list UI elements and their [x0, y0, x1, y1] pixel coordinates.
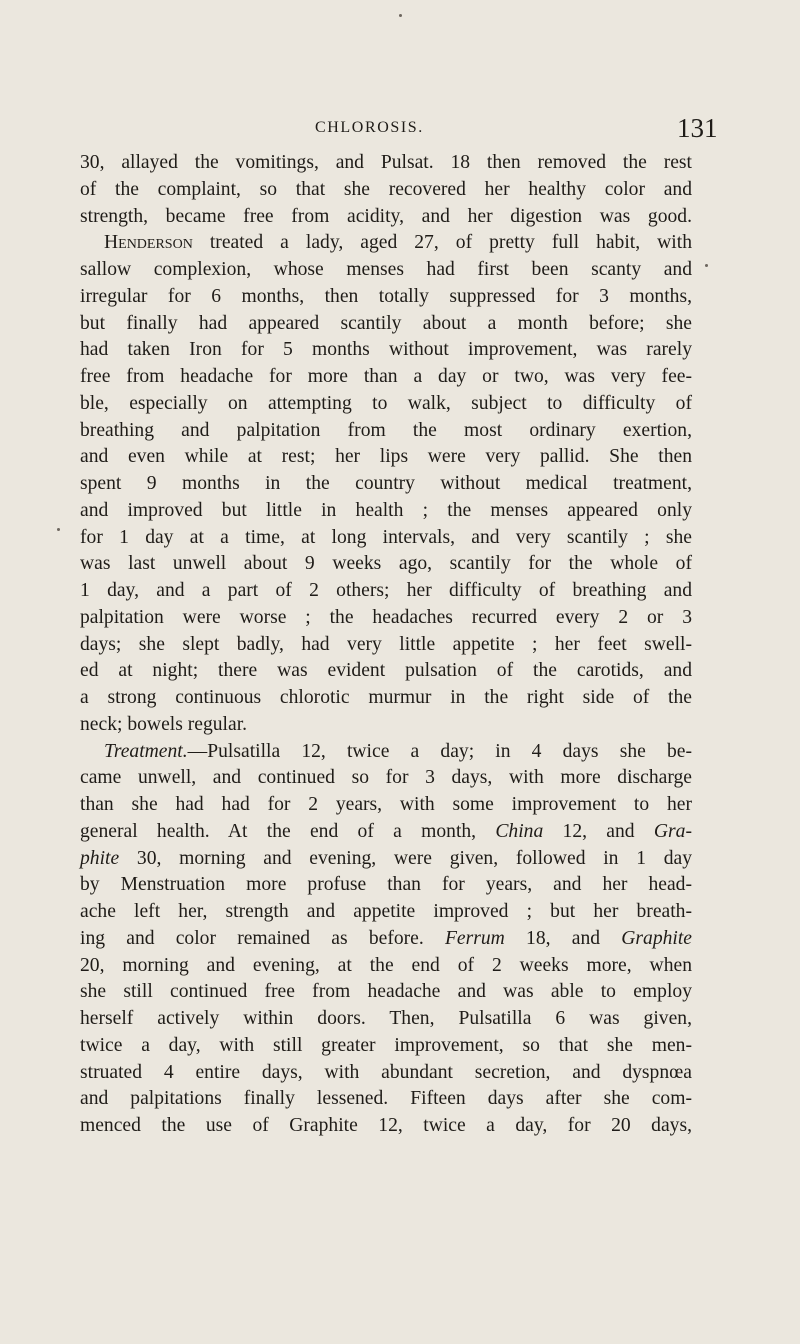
text-line: palpitation were worse ; the headaches recurred every 2 or 3	[80, 606, 692, 628]
text-line: of the complaint, so that she recovered her healthy color and	[80, 178, 692, 200]
text-line: breathing and palpitation from the most ordinary exertion,	[80, 419, 692, 441]
text-line: 30, allayed the vomitings, and Pulsat. 18 then removed the rest	[80, 152, 692, 173]
italic-remedy: Graphite	[621, 927, 692, 949]
line-segment: general health. At the end of a month,	[80, 820, 496, 842]
text-line: spent 9 months in the country without medical treatment,	[80, 473, 692, 494]
text-line: came unwell, and continued so for 3 days, with more discharge	[80, 767, 692, 789]
text-line: days; she slept badly, had very little appetite ; her feet swell-	[80, 633, 692, 655]
text-line: she still continued free from headache and was able to employ	[80, 981, 692, 1003]
text-line: 1 day, and a part of 2 others; her difficulty of breathing and	[80, 580, 692, 601]
text-line: had taken Iron for 5 months without improvement, was rarely	[80, 339, 692, 361]
paper-speck	[399, 14, 402, 17]
line-segment: 12, and	[543, 820, 654, 842]
author-name: Henderson	[104, 232, 193, 254]
italic-remedy: China	[495, 820, 544, 842]
text-line	[80, 739, 692, 766]
text-line: than she had had for 2 years, with some improvement to her	[80, 794, 692, 815]
text-line: and palpitations finally lessened. Fifteen days after she com-	[80, 1088, 692, 1110]
text-line: and improved but little in health ; the menses appeared only	[80, 499, 692, 521]
text-line: struated 4 entire days, with abundant secretion, and dyspnœa	[80, 1061, 692, 1083]
text-line: strength, became free from acidity, and her digestion was good.	[80, 205, 692, 227]
text-line	[80, 926, 692, 953]
italic-remedy: Gra-	[653, 820, 692, 842]
text-line: and even while at rest; her lips were very pallid. She then	[80, 446, 692, 468]
text-line	[80, 230, 692, 257]
text-line: twice a day, with still greater improvement, so that she men-	[80, 1034, 692, 1056]
running-head	[0, 113, 800, 146]
text-line: a strong continuous chlorotic murmur in the right side of the	[80, 687, 692, 708]
text-line: ed at night; there was evident pulsation of the carotids, and	[80, 660, 692, 682]
text-line	[80, 819, 692, 846]
line-segment: 30, morning and evening, were given, followed in 1 day	[119, 847, 692, 869]
text-line: 20, morning and evening, at the end of 2 weeks more, when	[80, 954, 692, 976]
line-segment: ing and color remained as before.	[80, 927, 445, 949]
line-segment: treated a lady, aged 27, of pretty full habit, with	[192, 232, 692, 254]
text-line: irregular for 6 months, then totally suppressed for 3 months,	[80, 285, 692, 307]
text-line: free from headache for more than a day or two, was very fee-	[80, 366, 692, 387]
italic-remedy: phite	[80, 847, 120, 869]
text-line: but finally had appeared scantily about a month before; she	[80, 312, 692, 334]
text-line: ache left her, strength and appetite improved ; but her breath-	[80, 901, 692, 922]
line-segment: —Pulsatilla 12, twice a day; in 4 days she be-	[187, 740, 692, 762]
paper-speck	[57, 528, 60, 531]
text-line: herself actively within doors. Then, Pulsatilla 6 was given,	[80, 1008, 692, 1029]
text-line	[80, 846, 692, 873]
chapter-title: CHLOROSIS.	[315, 119, 424, 136]
text-line: was last unwell about 9 weeks ago, scantily for the whole of	[80, 553, 692, 575]
text-line: menced the use of Graphite 12, twice a day, for 20 days,	[80, 1115, 692, 1136]
text-line: for 1 day at a time, at long intervals, and very scantily ; she	[80, 526, 692, 548]
line-segment: 18, and	[504, 927, 622, 949]
text-line: ble, especially on attempting to walk, subject to difficulty of	[80, 392, 692, 414]
paper-speck	[705, 264, 708, 267]
page-number: 131	[677, 113, 718, 143]
italic-heading: Treatment.	[104, 740, 188, 762]
text-line: by Menstruation more profuse than for years, and her head-	[80, 874, 692, 896]
text-line: sallow complexion, whose menses had first been scanty and	[80, 259, 692, 280]
body-text	[80, 150, 692, 1140]
italic-remedy: Ferrum	[444, 927, 505, 949]
text-line: neck; bowels regular.	[80, 713, 248, 735]
